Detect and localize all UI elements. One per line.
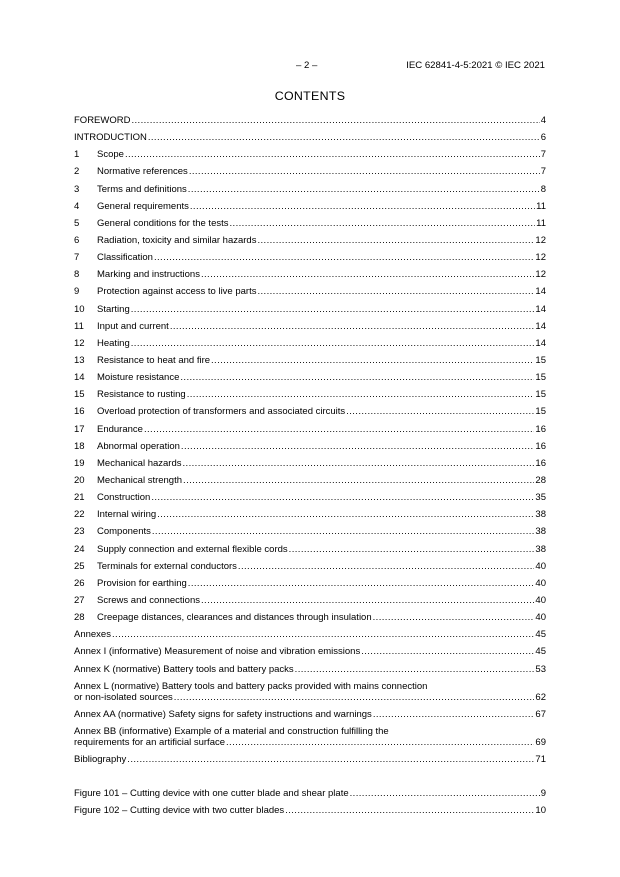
toc-entry-title: INTRODUCTION: [74, 132, 147, 144]
toc-entry-page: 71: [535, 753, 546, 765]
toc-entry-clause-28[interactable]: [74, 609, 546, 626]
dot-leader: [189, 163, 540, 180]
toc-entry-page: 15: [535, 372, 546, 384]
toc-entry-clause-9[interactable]: [74, 283, 546, 300]
toc-entry-number: 24: [74, 543, 85, 555]
dot-leader: [226, 737, 534, 749]
toc-entry-page: 14: [535, 286, 546, 298]
toc-entry-number: 6: [74, 234, 80, 246]
figure-list: [74, 785, 546, 819]
toc-entry-page: 16: [535, 457, 546, 469]
toc-entry-clause-16[interactable]: [74, 403, 546, 420]
toc-entry-title: Scope: [97, 149, 124, 161]
toc-entry-clause-14[interactable]: [74, 369, 546, 386]
toc-entry-title: Supply connection and external flexible cords: [97, 543, 288, 555]
section-spacer: [74, 768, 546, 785]
toc-entry-front-2[interactable]: [74, 129, 546, 146]
toc-entry-title: Annexes: [74, 629, 111, 641]
toc-entry-number: 26: [74, 577, 85, 589]
dot-leader: [125, 146, 540, 163]
dot-leader: [295, 661, 535, 678]
toc-entry-page: 16: [535, 423, 546, 435]
toc-entry-number: 17: [74, 423, 85, 435]
dot-leader: [188, 181, 540, 198]
toc-entry-title: Internal wiring: [97, 509, 157, 521]
toc-entry-page: 12: [535, 252, 546, 264]
toc-entry-figure-2[interactable]: [74, 802, 546, 819]
toc-entry-clause-8[interactable]: [74, 266, 546, 283]
toc-entry-clause-26[interactable]: [74, 575, 546, 592]
dot-leader: [201, 592, 534, 609]
toc-entry-clause-24[interactable]: [74, 541, 546, 558]
dot-leader: [181, 438, 535, 455]
toc-entry-title: Starting: [97, 303, 130, 315]
toc-entry-page: 38: [535, 509, 546, 521]
toc-entry-title: Figure 101 – Cutting device with one cutter blade and shear plate: [74, 787, 349, 799]
toc-entry-page: 6: [540, 132, 546, 144]
toc-entry-clause-11[interactable]: [74, 318, 546, 335]
dot-leader: [257, 283, 534, 300]
toc-entry-page: 16: [535, 440, 546, 452]
toc-entry-page: 53: [535, 663, 546, 675]
toc-entry-title: FOREWORD: [74, 115, 131, 126]
toc-entry-front-1[interactable]: [74, 112, 546, 129]
toc-entry-page: 40: [535, 612, 546, 624]
dot-leader: [257, 232, 534, 249]
dot-leader: [289, 541, 535, 558]
toc-entry-page: 40: [535, 594, 546, 606]
toc-entry-page: 11: [536, 200, 546, 212]
toc-entry-title: Bibliography: [74, 753, 127, 765]
front-matter-list: [74, 112, 546, 146]
toc-entry-number: 3: [74, 183, 80, 195]
toc-entry-page: 10: [535, 805, 546, 817]
toc-entry-clause-10[interactable]: [74, 301, 546, 318]
toc-entry-clause-5[interactable]: [74, 215, 546, 232]
toc-entry-number: 9: [74, 286, 80, 298]
toc-entry-page: 45: [535, 646, 546, 658]
contents-heading: CONTENTS: [274, 89, 346, 103]
toc-entry-title: Terms and definitions: [97, 183, 187, 195]
toc-entry-page: 4: [540, 115, 546, 126]
toc-entry-page: 62: [535, 692, 546, 704]
dot-leader: [112, 626, 534, 643]
toc-entry-title: Abnormal operation: [97, 440, 180, 452]
toc-entry-title: Input and current: [97, 320, 169, 332]
toc-entry-number: 23: [74, 526, 85, 538]
table-of-contents: [74, 112, 546, 819]
dot-leader: [131, 335, 535, 352]
toc-entry-clause-21[interactable]: [74, 489, 546, 506]
toc-entry-clause-18[interactable]: [74, 438, 546, 455]
toc-entry-title: Normative references: [97, 166, 188, 178]
dot-leader: [230, 215, 536, 232]
toc-entry-title: Protection against access to live parts: [97, 286, 257, 298]
dot-leader: [346, 403, 534, 420]
toc-entry-clause-6[interactable]: [74, 232, 546, 249]
dot-leader: [285, 802, 534, 819]
toc-entry-clause-4[interactable]: [74, 198, 546, 215]
toc-entry-title: Endurance: [97, 423, 143, 435]
toc-entry-page: 7: [540, 166, 546, 178]
toc-entry-annex-i[interactable]: [74, 643, 546, 660]
toc-entry-annex-k[interactable]: [74, 661, 546, 678]
toc-entry-page: 7: [540, 149, 546, 161]
toc-entry-number: 18: [74, 440, 85, 452]
toc-entry-title: Figure 102 – Cutting device with two cutter blades: [74, 805, 285, 817]
dot-leader: [157, 506, 534, 523]
toc-entry-number: 14: [74, 372, 85, 384]
toc-entry-number: 27: [74, 594, 85, 606]
toc-entry-number: 11: [74, 320, 84, 332]
toc-entry-title: Annex K (normative) Battery tools and battery packs: [74, 663, 294, 675]
toc-entry-number: 13: [74, 354, 85, 366]
toc-entry-page: 69: [535, 737, 546, 749]
dot-leader: [148, 129, 540, 146]
dot-leader: [131, 112, 539, 129]
standard-reference: IEC 62841-4-5:2021 © IEC 2021: [406, 60, 545, 71]
dot-leader: [183, 455, 535, 472]
dot-leader: [187, 386, 535, 403]
toc-entry-page: 12: [535, 234, 546, 246]
dot-leader: [238, 558, 535, 575]
toc-entry-title: Classification: [97, 252, 153, 264]
toc-entry-number: 7: [74, 252, 80, 264]
page-header: [0, 60, 620, 74]
toc-entry-title-line2: requirements for an artificial surface: [74, 737, 226, 749]
toc-entry-clause-17[interactable]: [74, 421, 546, 438]
toc-entry-title: Mechanical hazards: [97, 457, 182, 469]
dot-leader: [373, 706, 535, 723]
toc-entry-title: Moisture resistance: [97, 372, 180, 384]
toc-entry-number: 21: [74, 492, 85, 504]
toc-entry-clause-19[interactable]: [74, 455, 546, 472]
toc-entry-page: 9: [540, 787, 546, 799]
dot-leader: [373, 609, 535, 626]
toc-entry-number: 2: [74, 166, 80, 178]
toc-entry-figure-1[interactable]: [74, 785, 546, 802]
toc-entry-page: 35: [535, 492, 546, 504]
toc-entry-number: 16: [74, 406, 85, 418]
toc-entry-title-line1: Annex BB (informative) Example of a material and construction fulfilling the: [74, 725, 389, 737]
toc-entry-page: 12: [535, 269, 546, 281]
toc-entry-page: 14: [535, 320, 546, 332]
toc-entry-clause-2[interactable]: [74, 163, 546, 180]
toc-entry-annex-aa[interactable]: [74, 706, 546, 723]
toc-entry-page: 15: [535, 406, 546, 418]
toc-entry-number: 22: [74, 509, 85, 521]
toc-entry-title: Provision for earthing: [97, 577, 187, 589]
dot-leader: [152, 523, 535, 540]
toc-entry-number: 1: [74, 149, 80, 161]
toc-entry-page: 8: [540, 183, 546, 195]
toc-entry-title: General conditions for the tests: [97, 217, 229, 229]
dot-leader: [170, 318, 535, 335]
dot-leader: [190, 198, 535, 215]
clause-list: [74, 146, 546, 626]
toc-entry-page: 14: [535, 337, 546, 349]
toc-entry-title: Resistance to heat and fire: [97, 354, 211, 366]
toc-entry-page: 15: [535, 389, 546, 401]
toc-entry-number: 25: [74, 560, 85, 572]
toc-entry-annex-bb[interactable]: [74, 723, 546, 749]
toc-entry-annexes[interactable]: [74, 626, 546, 643]
toc-entry-title: Heating: [97, 337, 130, 349]
toc-entry-number: 28: [74, 612, 85, 624]
toc-entry-title-line2: or non-isolated sources: [74, 692, 173, 704]
toc-entry-clause-1[interactable]: [74, 146, 546, 163]
toc-entry-annex-l[interactable]: [74, 678, 546, 704]
toc-entry-clause-20[interactable]: [74, 472, 546, 489]
toc-entry-number: 5: [74, 217, 80, 229]
dot-leader: [154, 249, 534, 266]
toc-entry-title: Creepage distances, clearances and distances through insulation: [97, 612, 372, 624]
toc-entry-title: General requirements: [97, 200, 189, 212]
toc-entry-number: 15: [74, 389, 85, 401]
toc-entry-title: Annex I (informative) Measurement of noise and vibration emissions: [74, 646, 361, 658]
dot-leader: [361, 643, 534, 660]
toc-entry-number: 8: [74, 269, 80, 281]
toc-entry-title: Marking and instructions: [97, 269, 200, 281]
toc-entry-clause-12[interactable]: [74, 335, 546, 352]
toc-entry-page: 40: [535, 560, 546, 572]
dot-leader: [211, 352, 534, 369]
dot-leader: [350, 785, 540, 802]
dot-leader: [174, 692, 535, 704]
toc-entry-title-line1: Annex L (normative) Battery tools and battery packs provided with mains connection: [74, 680, 428, 692]
dot-leader: [131, 301, 535, 318]
toc-entry-clause-7[interactable]: [74, 249, 546, 266]
toc-entry-title: Mechanical strength: [97, 474, 183, 486]
toc-entry-title: Components: [97, 526, 151, 538]
toc-entry-page: 40: [535, 577, 546, 589]
toc-entry-title: Screws and connections: [97, 594, 200, 606]
dot-leader: [127, 751, 534, 768]
toc-entry-clause-27[interactable]: [74, 592, 546, 609]
toc-entry-clause-25[interactable]: [74, 558, 546, 575]
toc-entry-page: 45: [535, 629, 546, 641]
toc-entry-title: Construction: [97, 492, 151, 504]
toc-entry-page: 14: [535, 303, 546, 315]
toc-entry-number: 12: [74, 337, 85, 349]
dot-leader: [180, 369, 534, 386]
toc-entry-number: 19: [74, 457, 85, 469]
page-number: – 2 –: [296, 60, 318, 71]
toc-entry-title: Radiation, toxicity and similar hazards: [97, 234, 257, 246]
toc-entry-page: 15: [535, 354, 546, 366]
toc-entry-bibliography[interactable]: [74, 751, 546, 768]
toc-entry-title: Terminals for external conductors: [97, 560, 237, 572]
toc-entry-title: Resistance to rusting: [97, 389, 186, 401]
toc-entry-page: 67: [535, 708, 546, 720]
toc-entry-clause-15[interactable]: [74, 386, 546, 403]
dot-leader: [188, 575, 535, 592]
toc-entry-number: 4: [74, 200, 80, 212]
toc-entry-clause-3[interactable]: [74, 181, 546, 198]
toc-entry-page: 38: [535, 526, 546, 538]
dot-leader: [183, 472, 534, 489]
toc-entry-number: 20: [74, 474, 85, 486]
toc-entry-number: 10: [74, 303, 85, 315]
dot-leader: [151, 489, 534, 506]
toc-entry-page: 38: [535, 543, 546, 555]
toc-entry-title: Annex AA (normative) Safety signs for safety instructions and warnings: [74, 708, 372, 720]
toc-entry-page: 11: [536, 217, 546, 229]
toc-entry-title: Overload protection of transformers and associated circuits: [97, 406, 346, 418]
toc-entry-clause-23[interactable]: [74, 523, 546, 540]
toc-entry-clause-13[interactable]: [74, 352, 546, 369]
toc-entry-clause-22[interactable]: [74, 506, 546, 523]
dot-leader: [144, 421, 534, 438]
toc-entry-page: 28: [535, 474, 546, 486]
dot-leader: [201, 266, 534, 283]
